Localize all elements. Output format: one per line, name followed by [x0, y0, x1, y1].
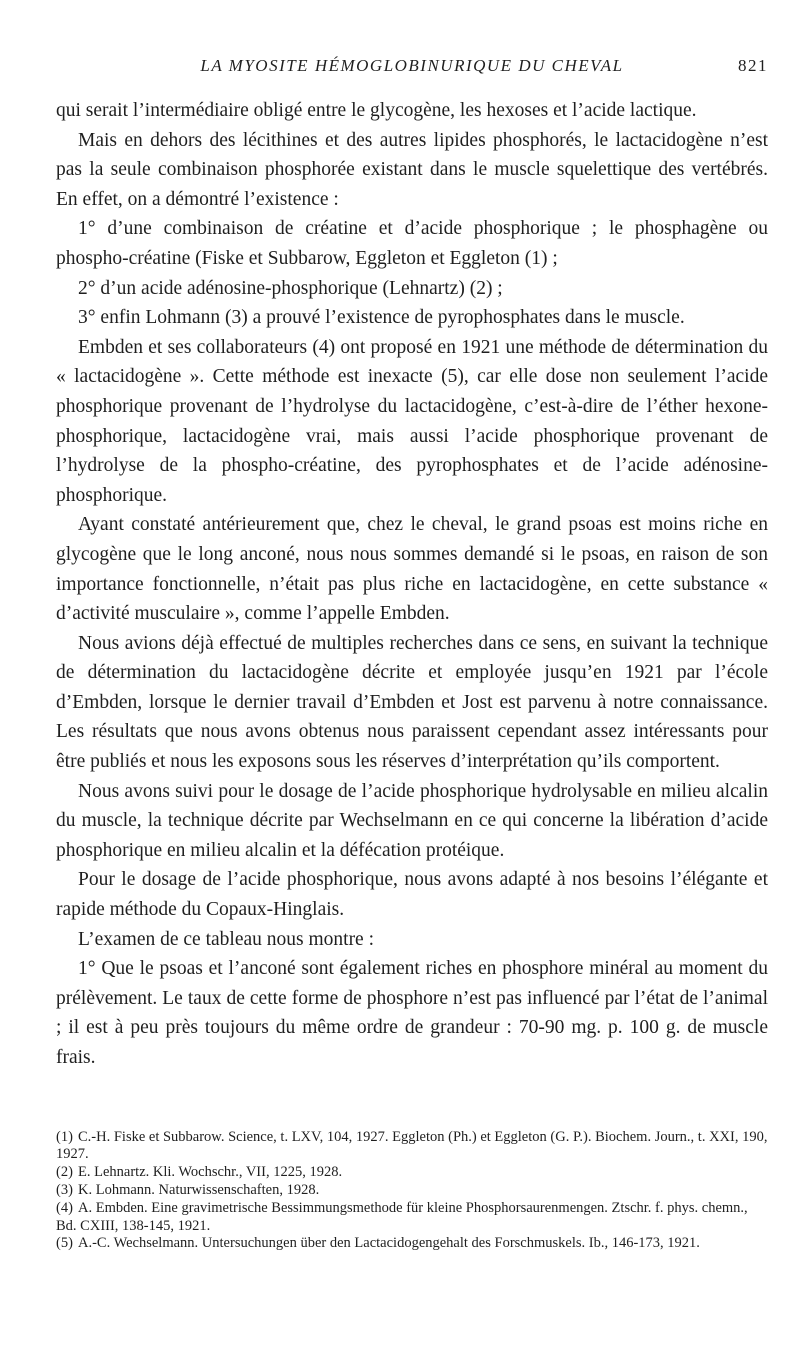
list-item: 3° enfin Lohmann (3) a prouvé l’existence de pyrophosphates dans le muscle.	[78, 307, 685, 329]
body-text	[56, 96, 768, 1073]
footnote-number: (2)	[56, 1164, 73, 1181]
paragraph: Nous avons suivi pour le dosage de l’acide phosphorique hydrolysable en milieu alcalin du muscle, la technique décrite par Wechselmann en ce qui concerne la libération d’acide phosphorique en milieu alcalin et la défécation protéique.	[56, 780, 768, 861]
paragraph: Pour le dosage de l’acide phosphorique, nous avons adapté à nos besoins l’élégante et rapide méthode du Copaux-Hinglais.	[56, 869, 768, 921]
footnote-text: E. Lehnartz. Kli. Wochschr., VII, 1225, 1928.	[78, 1164, 343, 1181]
footnote-number: (4)	[56, 1199, 73, 1216]
paragraph: Embden et ses collaborateurs (4) ont proposé en 1921 une méthode de détermination du « lactacidogène ». Cette méthode est inexacte (5), car elle dose non seulement l’acide phosphorique provenant de l’hydrolyse du lactacidogène, c’est-à-dire de l’éther hexone-phosphorique, lactacidogène vrai, mais aussi l’acide phosphorique provenant de l’hydrolyse de la phospho-créatine, des pyrophosphates et de l’acide adénosine-phosphorique.	[56, 336, 768, 506]
page	[56, 56, 768, 1253]
footnote-text: A.-C. Wechselmann. Untersuchungen über den Lactacidogengehalt des Forschmuskels. Ib., 146-173, 1921.	[78, 1235, 700, 1252]
footnote-text: A. Embden. Eine gravimetrische Bessimmungsmethode für kleine Phosphorsaurenmengen. Ztschr. f. phys. chemn., Bd. CXIII, 138-145, 1921.	[56, 1199, 748, 1234]
page-number: 821	[738, 56, 768, 75]
paragraph: L’examen de ce tableau nous montre :	[78, 928, 375, 950]
running-title: LA MYOSITE HÉMOGLOBINURIQUE DU CHEVAL	[200, 56, 624, 75]
paragraph: Mais en dehors des lécithines et des autres lipides phosphorés, le lactacidogène n’est pas la seule combinaison phosphorée existant dans le muscle squelettique des vertébrés. En effet, on a démontré l’existence :	[56, 129, 768, 210]
footnote	[56, 1235, 768, 1253]
footnote	[56, 1164, 768, 1182]
paragraph: Ayant constaté antérieurement que, chez le cheval, le grand psoas est moins riche en glycogène que le long anconé, nous nous sommes demandé si le psoas, en raison de son importance fonctionnelle, n’était pas plus riche en lactacidogène, en cette substance « d’activité musculaire », comme l’appelle Embden.	[56, 514, 768, 625]
footnotes	[56, 1129, 768, 1254]
footnote-text: K. Lohmann. Naturwissenschaften, 1928.	[78, 1181, 320, 1198]
running-header	[56, 56, 768, 76]
footnote-text: C.-H. Fiske et Subbarow. Science, t. LXV, 104, 1927. Eggleton (Ph.) et Eggleton (G. P.). Biochem. Journ., t. XXI, 190, 1927.	[56, 1128, 768, 1163]
paragraph: Nous avions déjà effectué de multiples recherches dans ce sens, en suivant la technique de détermination du lactacidogène décrite et employée jusqu’en 1921 par l’école d’Embden, lorsque le dernier travail d’Embden et Jost est parvenu à notre connaissance. Les résultats que nous avons obtenus nous paraissent cependant assez intéressants pour être publiés et nous les exposons sous les réserves d’interprétation qu’ils comportent.	[56, 632, 768, 773]
paragraph: qui serait l’intermédiaire obligé entre le glycogène, les hexoses et l’acide lactique.	[56, 100, 697, 121]
list-item: 2° d’un acide adénosine-phosphorique (Lehnartz) (2) ;	[78, 277, 503, 299]
footnote-number: (3)	[56, 1181, 73, 1198]
list-item: 1° Que le psoas et l’anconé sont également riches en phosphore minéral au moment du prélèvement. Le taux de cette forme de phosphore n’est pas influencé par l’état de l’animal ; il est à peu près toujours du même ordre de grandeur : 70-90 mg. p. 100 g. de muscle frais.	[56, 958, 768, 1068]
footnote	[56, 1200, 768, 1236]
footnote-number: (1)	[56, 1128, 73, 1145]
list-item: 1° d’une combinaison de créatine et d’acide phosphorique ; le phosphagène ou phospho-créatine (Fiske et Subbarow, Eggleton et Eggleton (1) ;	[56, 218, 768, 269]
footnote	[56, 1129, 768, 1165]
footnote-number: (5)	[56, 1235, 73, 1252]
footnote	[56, 1182, 768, 1200]
